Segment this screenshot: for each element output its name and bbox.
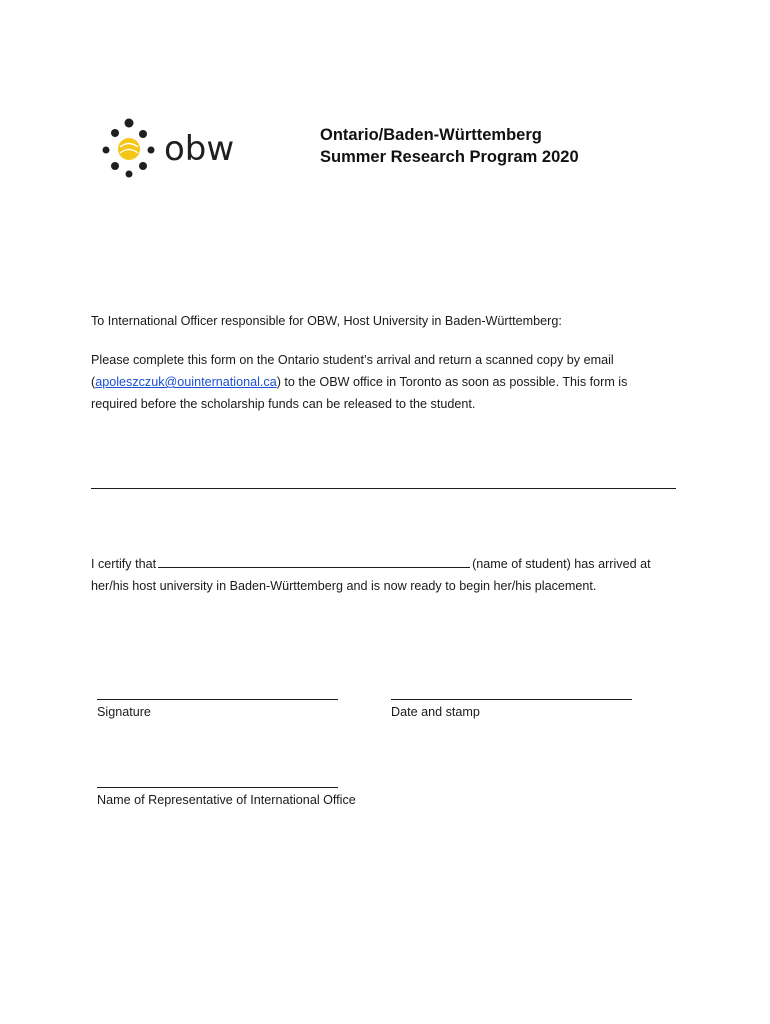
- salutation: To International Officer responsible for OBW, Host University in Baden-Württemberg:: [91, 314, 562, 328]
- instruction-line-3: required before the scholarship funds can be released to the student.: [91, 397, 476, 411]
- certify-prefix: I certify that: [91, 557, 157, 571]
- representative-name-label: Name of Representative of International Office: [97, 793, 356, 807]
- paren-open: (: [91, 375, 96, 389]
- instruction-paragraph: [91, 349, 627, 415]
- title-line-1: Ontario/Baden-Württemberg: [320, 126, 542, 144]
- instruction-line-1: Please complete this form on the Ontario student’s arrival and return a scanned copy by email: [91, 353, 614, 367]
- instruction-line-2: [91, 371, 627, 393]
- email-link[interactable]: apoleszczuk@ouinternational.ca: [95, 375, 277, 389]
- signature-label: Signature: [97, 705, 151, 719]
- certify-suffix: (name of student) has arrived at: [472, 557, 651, 571]
- representative-name-field[interactable]: [97, 787, 338, 788]
- signature-field[interactable]: [97, 699, 338, 700]
- title-line-2: Summer Research Program 2020: [320, 148, 579, 166]
- date-stamp-label: Date and stamp: [391, 705, 480, 719]
- obw-logo-mark: [98, 116, 253, 180]
- student-name-field[interactable]: [158, 554, 470, 568]
- document-title: [320, 124, 579, 168]
- obw-logo: [98, 116, 253, 180]
- date-stamp-field[interactable]: [391, 699, 632, 700]
- logo-wordmark: obw: [164, 129, 235, 169]
- instruction-line-2-rest: ) to the OBW office in Toronto as soon as possible. This form is: [276, 375, 628, 389]
- certification-statement: [91, 553, 651, 597]
- certify-line-2: her/his host university in Baden-Württemberg and is now ready to begin her/his placement.: [91, 579, 597, 593]
- certify-line-1: [91, 553, 651, 575]
- divider-line: [91, 488, 676, 489]
